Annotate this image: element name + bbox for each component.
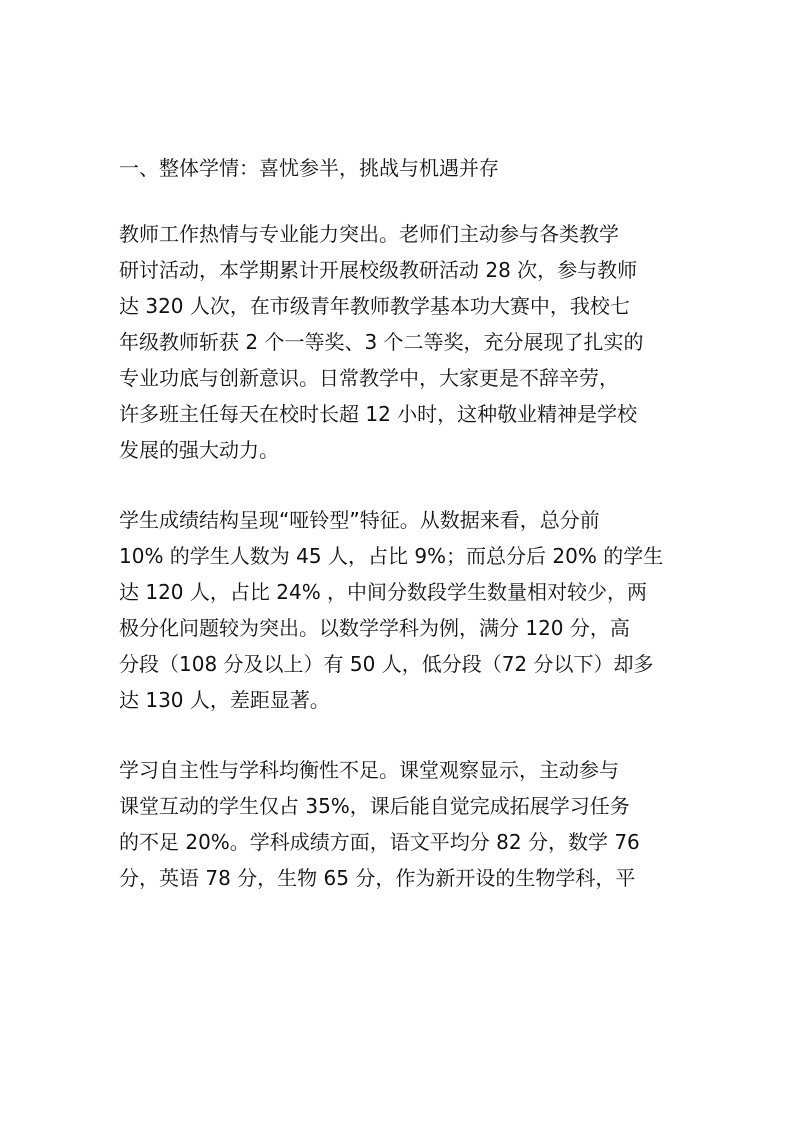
paragraph-line: 发展的强大动力。 [119,438,279,462]
paragraph-line: 达 120 人，占比 24% ，中间分数段学生数量相对较少，两 [119,580,648,604]
paragraph-line: 教师工作热情与专业能力突出。老师们主动参与各类教学 [119,222,619,246]
document-body [119,150,679,896]
paragraph-line: 分段（108 分及以上）有 50 人，低分段（72 分以下）却多 [119,652,654,676]
paragraph-learning-autonomy [119,752,679,896]
paragraph-line: 学习自主性与学科均衡性不足。课堂观察显示，主动参与 [119,758,619,782]
paragraph-line: 专业功底与创新意识。日常教学中，大家更是不辞辛劳， [119,366,619,390]
paragraph-line: 学生成绩结构呈现“哑铃型”特征。从数据来看，总分前 [119,508,600,532]
paragraph-line: 分，英语 78 分，生物 65 分，作为新开设的生物学科，平 [119,866,636,890]
paragraph-line: 许多班主任每天在校时长超 12 小时，这种敬业精神是学校 [119,402,638,426]
paragraph-line: 达 130 人，差距显著。 [119,688,330,712]
paragraph-score-structure [119,502,679,718]
paragraph-line: 极分化问题较为突出。以数学学科为例，满分 120 分，高 [119,616,630,640]
paragraph-line: 的不足 20%。学科成绩方面，语文平均分 82 分，数学 76 [119,830,640,854]
paragraph-teachers [119,216,679,468]
paragraph-line: 达 320 人次，在市级青年教师教学基本功大赛中，我校七 [119,294,630,318]
paragraph-line: 课堂互动的学生仅占 35%，课后能自觉完成拓展学习任务 [119,794,630,818]
paragraph-line: 年级教师斩获 2 个一等奖、3 个二等奖，充分展现了扎实的 [119,330,644,354]
section-heading: 一、整体学情：喜忧参半，挑战与机遇并存 [119,156,499,180]
paragraph-line: 10% 的学生人数为 45 人，占比 9%；而总分后 20% 的学生 [119,544,664,568]
paragraph-line: 研讨活动，本学期累计开展校级教研活动 28 次，参与教师 [119,258,638,282]
